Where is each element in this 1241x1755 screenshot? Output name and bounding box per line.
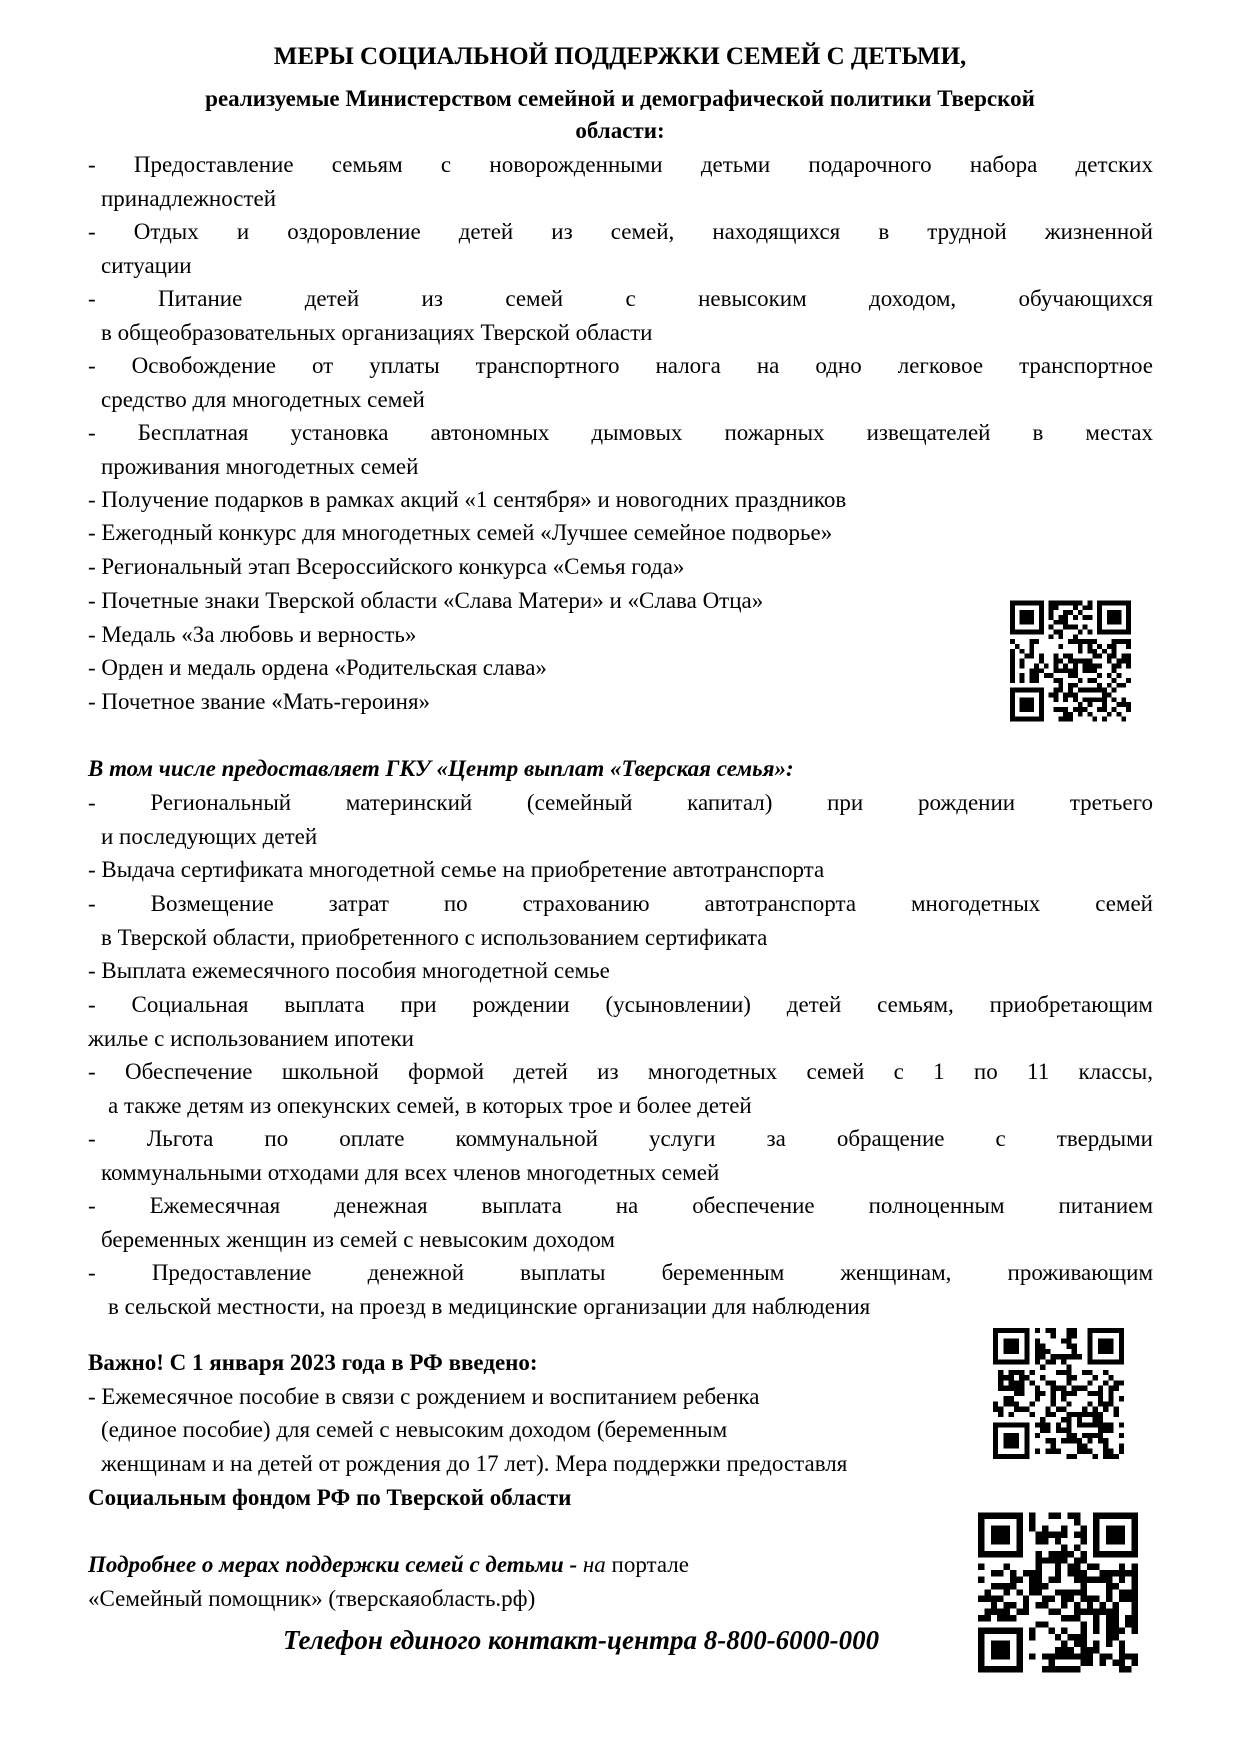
- list-item: [88, 483, 1153, 517]
- more-info-line: [88, 1548, 689, 1582]
- list-item-line: - Возмещение затрат по страхованию автотранспорта многодетных семей: [88, 891, 1153, 916]
- qr-code-icon: [978, 1511, 1138, 1674]
- list-item-line: средство для многодетных семей: [101, 386, 425, 412]
- qr-code-icon: [990, 1328, 1127, 1459]
- list-item-line: - Отдых и оздоровление детей из семей, находящихся в трудной жизненной: [88, 219, 1153, 244]
- more-info-portal: портале: [611, 1552, 689, 1577]
- list-item-line: принадлежностей: [101, 185, 277, 211]
- more-info-on: на: [582, 1552, 606, 1577]
- important-line: - Ежемесячное пособие в связи с рождением и воспитанием ребенка: [88, 1384, 760, 1409]
- list-item-line: - Предоставление семьям с новорожденными детьми подарочного набора детских: [88, 152, 1153, 177]
- more-info-lead: Подробнее о мерах поддержки семей с детьми -: [88, 1552, 578, 1577]
- qr-code-icon: [978, 1511, 1138, 1674]
- list-item: [88, 1256, 1153, 1323]
- list-item: [88, 954, 1153, 988]
- list-item-line: - Выплата ежемесячного пособия многодетной семье: [88, 958, 610, 983]
- important-heading: Важно! С 1 января 2023 года в РФ введено:: [88, 1350, 538, 1375]
- list-item: [88, 516, 1153, 550]
- qr-code-icon: [990, 1328, 1127, 1459]
- list-item: [88, 786, 1153, 853]
- list-item-line: - Почетное звание «Мать-героиня»: [88, 689, 431, 714]
- list-item: [88, 148, 1153, 215]
- list-item-line: - Освобождение от уплаты транспортного налога на одно легковое транспортное: [88, 353, 1153, 378]
- list-item-line: а также детям из опекунских семей, в которых трое и более детей: [108, 1092, 752, 1118]
- list-item: [88, 1122, 1153, 1189]
- list-item-line: в Тверской области, приобретенного с использованием сертификата: [101, 924, 768, 950]
- more-info-portal-name: «Семейный помощник» (тверскаяобласть.рф): [88, 1586, 536, 1611]
- list-item-line: в общеобразовательных организациях Тверской области: [101, 319, 653, 345]
- list-item-line: беременных женщин из семей с невысоким доходом: [101, 1226, 615, 1252]
- list-item: [88, 215, 1153, 282]
- important-line: (единое пособие) для семей с невысоким доходом (беременным: [101, 1417, 728, 1442]
- list-item: [88, 651, 1153, 685]
- list-item-line: - Выдача сертификата многодетной семье на приобретение автотранспорта: [88, 857, 825, 882]
- list-item-line: - Предоставление денежной выплаты беременным женщинам, проживающим: [88, 1260, 1153, 1285]
- important-provider: Социальным фондом РФ по Тверской области: [88, 1485, 572, 1510]
- list-item-line: коммунальными отходами для всех членов многодетных семей: [101, 1159, 720, 1185]
- qr-code-icon: [1010, 600, 1131, 722]
- list-item-line: - Получение подарков в рамках акций «1 сентября» и новогодних праздников: [88, 487, 847, 512]
- list-item-line: проживания многодетных семей: [101, 453, 419, 479]
- page-subtitle: [80, 83, 1160, 147]
- list-item-line: и последующих детей: [101, 823, 318, 849]
- list-item: [88, 1189, 1153, 1256]
- qr-code-icon: [1010, 600, 1131, 722]
- list-item: [88, 988, 1153, 1055]
- list-item-line: - Региональный этап Всероссийского конкурса «Семья года»: [88, 554, 685, 579]
- list-item-line: - Ежегодный конкурс для многодетных семей «Лучшее семейное подворье»: [88, 520, 833, 545]
- list-item-line: - Орден и медаль ордена «Родительская слава»: [88, 655, 547, 680]
- subtitle-line: реализуемые Министерством семейной и демографической политики Тверской: [205, 86, 1035, 111]
- section-heading: В том числе предоставляет ГКУ «Центр выплат «Тверская семья»:: [88, 756, 794, 781]
- important-line: женщинам и на детей от рождения до 17 лет). Мера поддержки предоставля: [101, 1451, 848, 1476]
- page-title: МЕРЫ СОЦИАЛЬНОЙ ПОДДЕРЖКИ СЕМЕЙ С ДЕТЬМИ,: [273, 43, 967, 70]
- list-item: [88, 618, 1153, 652]
- list-item: [88, 550, 1153, 584]
- list-item-line: - Медаль «За любовь и верность»: [88, 622, 417, 647]
- list-item-line: - Питание детей из семей с невысоким доходом, обучающихся: [88, 286, 1153, 311]
- list-item-line: - Региональный материнский (семейный капитал) при рождении третьего: [88, 790, 1153, 815]
- list-item: [88, 685, 1153, 719]
- list-item: [88, 282, 1153, 349]
- list-item-line: жилье с использованием ипотеки: [88, 1025, 414, 1051]
- list-item-line: - Бесплатная установка автономных дымовых пожарных извещателей в местах: [88, 420, 1153, 445]
- list-item-line: - Почетные знаки Тверской области «Слава Матери» и «Слава Отца»: [88, 588, 764, 613]
- list-item: [88, 416, 1153, 483]
- list-item-line: - Обеспечение школьной формой детей из многодетных семей с 1 по 11 классы,: [88, 1059, 1153, 1084]
- contact-phone: Телефон единого контакт-центра 8-800-6000-000: [283, 1625, 880, 1655]
- list-item: [88, 584, 1153, 618]
- list-item: [88, 1055, 1153, 1122]
- list-item: [88, 349, 1153, 416]
- list-item-line: в сельской местности, на проезд в медицинские организации для наблюдения: [108, 1293, 871, 1319]
- list-item-line: ситуации: [101, 252, 192, 278]
- list-item-line: - Социальная выплата при рождении (усыновлении) детей семьям, приобретающим: [88, 992, 1153, 1017]
- list-item: [88, 853, 1153, 887]
- list-item: [88, 887, 1153, 954]
- list-item-line: - Льгота по оплате коммунальной услуги за обращение с твердыми: [88, 1126, 1153, 1151]
- list-item-line: - Ежемесячная денежная выплата на обеспечение полноценным питанием: [88, 1193, 1153, 1218]
- subtitle-line: области:: [575, 118, 665, 143]
